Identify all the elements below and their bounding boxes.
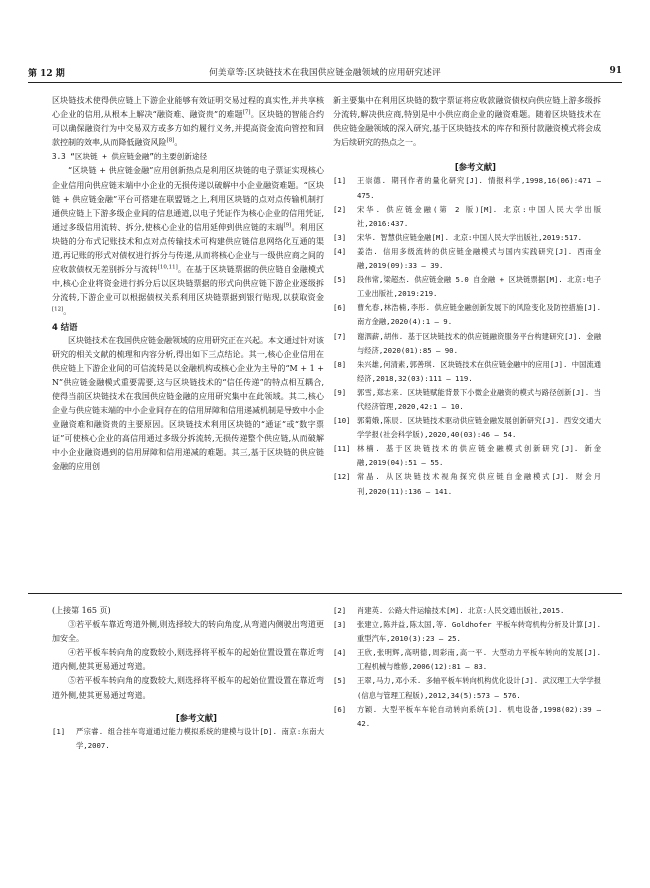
paragraph-intro: 区块链技术使得供应链上下游企业能够有效证明交易过程的真实性,并共享核心企业的信用,从根本上解决“融资难、融资贵”的难题[7]。区块链的智能合约可以确保融资行为中交易双方或多方如约履行义务,并提高资金流向管控和回款控制的效率,从而降低融资风险[8]。 [52,96,324,148]
reference-text: 方颖. 大型平板车车轮自动转向系统[J]. 机电设备,1998(02):39 – 42. [357,704,601,728]
lower-left-column [52,604,324,753]
reference-number: [6] [333,704,347,714]
upper-right-column [333,94,601,499]
reference-number: [4] [333,246,347,256]
reference-text: 郭菊娥,陈辰. 区块链技术驱动供应链金融发展创新研究[J]. 西安交通大学学报(社会科学版),2020,40(03):46 – 54. [357,416,601,440]
continued-note: (上接第 165 页) [52,606,111,615]
reference-text: 郭雪,郑志来. 区块链赋能背景下小微企业融资的模式与路径创新[J]. 当代经济管理,2020,42:1 – 10. [357,387,601,411]
reference-text: 王翠,马力,邓小禾. 多轴平板车转向机构优化设计[J]. 武汉理工大学学报(信息与管理工程版),2012,34(5):573 – 576. [357,676,601,700]
reference-list [333,174,601,498]
reference-item [333,273,601,301]
page-number: 91 [609,66,622,76]
section-3-3-heading: 3.3 “区块链 + 供应链金融”的主要创新途径 [52,152,208,162]
reference-item [333,618,601,646]
running-title: 何美章等:区块链技术在我国供应链金融领域的应用研究述评 [209,68,441,78]
reference-number: [2] [333,606,347,615]
reference-text: 王欣,张明辉,高明德,周彩南,高一平. 大型动力平板车转向的发展[J]. 工程机械与维修,2006(12):81 – 83. [357,648,601,672]
reference-item [333,604,601,618]
reference-number: [6] [333,303,347,313]
reference-text: 谢泗薪,胡伟. 基于区块链技术的供应链融资服务平台构建研究[J]. 金融与经济,2020(01):85 – 90. [357,331,601,355]
reference-text: 姜浩. 信用多级流转的供应链金融模式与国内实践研究[J]. 西南金融,2019(09):33 – 39. [357,246,601,271]
list-item: ⑤若平板车转向角的度数较大,则选择将平板车的起始位置设置在靠近弯道外侧,使其更易通过弯道。 [52,676,324,700]
reference-list [52,725,324,753]
reference-text: 林楠. 基于区块链技术的供应链金融模式创新研究[J]. 新金融,2019(04):51 – 55. [357,444,601,468]
header-rule [28,82,622,83]
reference-number: [12] [333,472,351,482]
reference-text: 朱兴雄,何清素,郭善琪. 区块链技术在供应链金融中的应用[J]. 中国流通经济,2018,32(03):111 – 119. [357,359,601,383]
reference-item [333,245,601,273]
reference-item [333,330,601,358]
reference-number: [5] [333,275,347,285]
reference-item [333,646,601,674]
upper-left-column [52,94,324,475]
reference-number: [7] [333,331,347,341]
reference-item [333,358,601,386]
section-4-heading: 4 结语 [52,321,78,332]
references-heading: [参考文献] [175,712,217,723]
reference-item [333,231,601,245]
list-item: ④若平板车转向角的度数较小,则选择将平板车的起始位置设置在靠近弯道内侧,使其更易通过弯道。 [52,648,324,672]
reference-item [333,674,601,702]
reference-text: 肖建英. 公路大件运输技术[M]. 北京:人民交通出版社,2015. [357,606,565,615]
issue-number: 第 12 期 [28,69,65,79]
reference-text: 王崇德. 期刊作者的量化研究[J]. 情报科学,1998,16(06):471 – 475. [357,176,601,200]
reference-item [333,414,601,442]
reference-number: [3] [333,620,347,630]
running-header [28,63,622,81]
reference-text: 段伟常,梁超杰. 供应链金融 5.0 自金融 + 区块链票据[M]. 北京:电子工业出版社,2019:219. [357,275,601,299]
references-heading: [参考文献] [454,162,496,173]
reference-item [333,301,601,329]
reference-item [333,174,601,202]
reference-text: 宋华. 供应链金融(第 2 版)[M]. 北京:中国人民大学出版社,2016:437. [357,204,601,228]
reference-number: [4] [333,648,347,658]
reference-number: [9] [333,387,347,397]
reference-text: 张建立,陈并益,陈太国,等. Goldhofer 平板车转弯机构分析及计算[J]. 重型汽车,2010(3):23 – 25. [357,620,601,644]
reference-text: 严宗睿. 组合挂车弯道通过能力模拟系统的建模与设计[D]. 南京:东南大学,2007. [76,726,324,750]
reference-item [333,203,601,231]
reference-number: [1] [333,176,347,186]
article-separator [28,593,622,594]
reference-text: 曹允春,林浩楠,李彤. 供应链金融创新发展下的风险变化及防控措施[J]. 南方金融,2020(4):1 – 9. [357,303,601,327]
reference-item [333,703,601,731]
reference-text: 宋华. 智慧供应链金融[M]. 北京:中国人民大学出版社,2019:517. [357,232,583,242]
reference-item [333,386,601,414]
paragraph-conclusion: 区块链技术在我国供应链金融领域的应用研究正在兴起。本文通过针对该研究的相关文献的梳理和内容分析,得出如下三点结论。其一,核心企业信用在供应链上下游企业间的可信流转是以金融机构或核心企业为主导的“M + 1 + N”供应链金融模式重要需要,这与区块链技术的“信任传递”的特点相互耦合,使得当前区块链技术在我国供应链金融的应用研究集中在此领域。其二,核心企业与供应链末端的中小企业间存在的信用屏障和信用递减机制是导致中小企业融资难和融资贵的主要原因。区块链技术利用区块链的“通证”或“数字票证”可使核心企业的高信用通过多级分拆流转,无损传递整个供应链,从而破解中小企业融资遇到的信用屏障和信用递减的难题。其三,基于区块链的供应链金融的应用创 [52,335,324,472]
list-item: ③若平板车靠近弯道外侧,则选择较大的转向角度,从弯道内侧驶出弯道更加安全。 [52,620,324,644]
reference-number: [8] [333,359,347,369]
reference-item [333,470,601,498]
reference-number: [11] [333,444,351,454]
reference-text: 常晶. 从区块链技术视角探究供应链自金融模式[J]. 财会月刊,2020(11):136 – 141. [357,472,601,496]
reference-number: [3] [333,232,347,242]
reference-number: [2] [333,204,347,214]
paragraph-continued: 新主要集中在利用区块链的数字票证将应收款融资债权向供应链上游多级拆分流转,解决供应商,特别是中小供应商企业的融资难题。随着区块链技术在供应链金融领域的深入研究,基于区块链技术的库存和预付款融资模式将会成为后续研究的热点之一。 [333,96,601,148]
paragraph-3-3: “区块链 + 供应链金融”应用创新热点是利用区块链的电子票证实现核心企业信用向供应链末端中小企业的无损传递以破解中小企业融资难题。“区块链 + 供应链金融”平台可搭建在联盟链之上,利用区块链的点对点传输机制打通供应链上下游多级企业间的信息通道,以电子凭证作为核心企业的信用凭证,通过多级信用流转、拆分,使核心企业的信用延伸到供应链的末端[9]。利用区块链的分布式记账技术和点对点传输技术可构建供应链信息网络化互通的渠道,再记账的形式对债权进行拆分与传递,从而将核心企业与一级供应商之间的应收款债权无差别拆分与流转[10,11]。在基于区块链票据的供应链自金融模式中,核心企业将资金进行拆分后以区块链票据的形式向供应链下游企业逐级拆分流转,下游企业可以根据债权关系利用区块链票据到银行贴现,以获取资金[12]。 [52,166,325,317]
reference-item [333,442,601,470]
reference-number: [10] [333,416,351,426]
lower-right-column [333,604,601,731]
reference-item [52,725,324,753]
reference-number: [5] [333,676,347,686]
reference-list [333,604,601,731]
reference-number: [1] [52,726,66,736]
